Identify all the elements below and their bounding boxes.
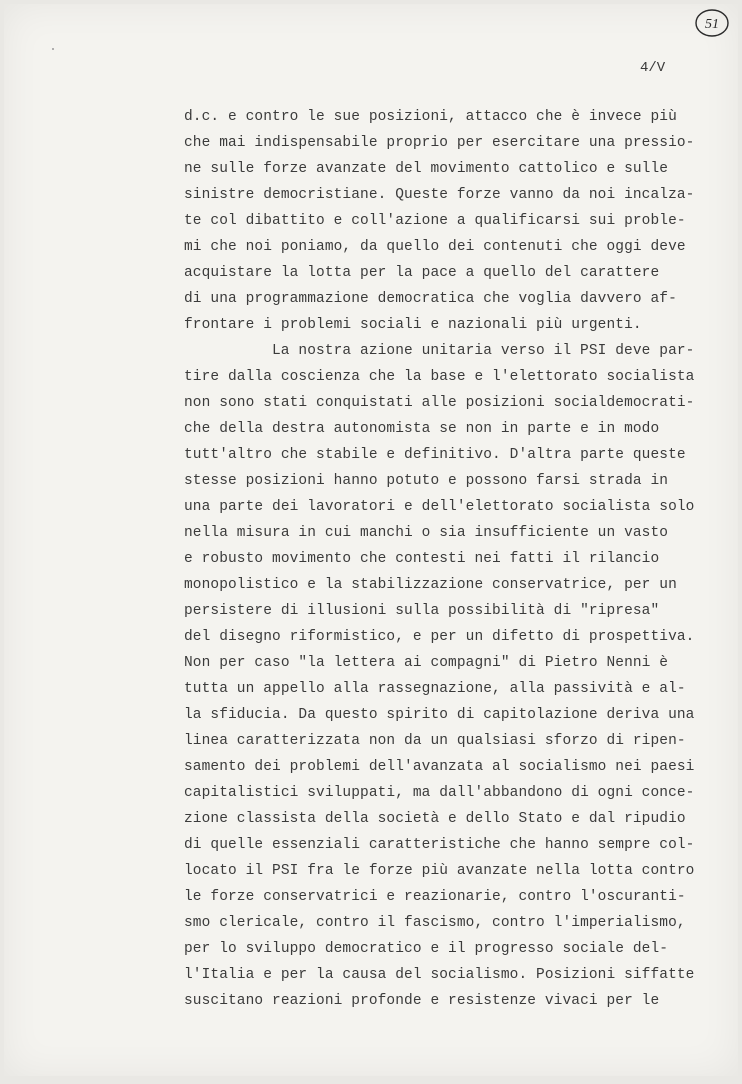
- page-number: 4/V: [640, 60, 666, 76]
- text-line: sinistre democristiane. Queste forze vanno da noi incalza-: [184, 187, 695, 203]
- text-line: smo clericale, contro il fascismo, contro l'imperialismo,: [184, 915, 686, 931]
- text-line: l'Italia e per la causa del socialismo. Posizioni siffatte: [184, 967, 695, 983]
- archive-stamp-text: 51: [705, 17, 719, 32]
- document-page: [4, 4, 738, 1076]
- text-line: frontare i problemi sociali e nazionali più urgenti.: [184, 317, 642, 333]
- text-line: le forze conservatrici e reazionarie, contro l'oscuranti-: [184, 889, 686, 905]
- text-line: stesse posizioni hanno potuto e possono farsi strada in: [184, 473, 669, 489]
- text-line: suscitano reazioni profonde e resistenze vivaci per le: [184, 993, 660, 1009]
- text-line: tutta un appello alla rassegnazione, alla passività e al-: [184, 681, 686, 697]
- text-line: linea caratterizzata non da un qualsiasi sforzo di ripen-: [184, 733, 686, 749]
- text-line: locato il PSI fra le forze più avanzate nella lotta contro: [184, 863, 695, 879]
- text-line: zione classista della società e dello Stato e dal ripudio: [184, 811, 686, 827]
- text-line: monopolistico e la stabilizzazione conservatrice, per un: [184, 577, 677, 593]
- archive-stamp: [694, 8, 730, 38]
- text-line: tutt'altro che stabile e definitivo. D'altra parte queste: [184, 447, 686, 463]
- text-line: Non per caso "la lettera ai compagni" di Pietro Nenni è: [184, 655, 669, 671]
- body-text: [184, 104, 704, 1014]
- text-line: samento dei problemi dell'avanzata al socialismo nei paesi: [184, 759, 695, 775]
- text-line: acquistare la lotta per la pace a quello del carattere: [184, 265, 660, 281]
- text-line: d.c. e contro le sue posizioni, attacco che è invece più: [184, 109, 677, 125]
- text-line: di una programmazione democratica che voglia davvero af-: [184, 291, 677, 307]
- text-line: mi che noi poniamo, da quello dei contenuti che oggi deve: [184, 239, 686, 255]
- text-line: ne sulle forze avanzate del movimento cattolico e sulle: [184, 161, 669, 177]
- text-line: capitalistici sviluppati, ma dall'abbandono di ogni conce-: [184, 785, 695, 801]
- text-line: che mai indispensabile proprio per esercitare una pressio-: [184, 135, 695, 151]
- text-line: e robusto movimento che contesti nei fatti il rilancio: [184, 551, 660, 567]
- text-line: persistere di illusioni sulla possibilità di "ripresa": [184, 603, 660, 619]
- paragraph-start-line: La nostra azione unitaria verso il PSI deve par-: [272, 343, 695, 359]
- text-line: non sono stati conquistati alle posizioni socialdemocrati-: [184, 395, 695, 411]
- text-line: di quelle essenziali caratteristiche che hanno sempre col-: [184, 837, 695, 853]
- text-line: per lo sviluppo democratico e il progresso sociale del-: [184, 941, 669, 957]
- text-line: che della destra autonomista se non in parte e in modo: [184, 421, 660, 437]
- text-line: tire dalla coscienza che la base e l'elettorato socialista: [184, 369, 695, 385]
- text-line: del disegno riformistico, e per un difetto di prospettiva.: [184, 629, 695, 645]
- text-line: la sfiducia. Da questo spirito di capitolazione deriva una: [184, 707, 695, 723]
- text-line: una parte dei lavoratori e dell'elettorato socialista solo: [184, 499, 695, 515]
- text-line: nella misura in cui manchi o sia insufficiente un vasto: [184, 525, 669, 541]
- paper-speck: [52, 48, 54, 50]
- archive-stamp-circle: [694, 8, 730, 38]
- text-line: te col dibattito e coll'azione a qualificarsi sui proble-: [184, 213, 686, 229]
